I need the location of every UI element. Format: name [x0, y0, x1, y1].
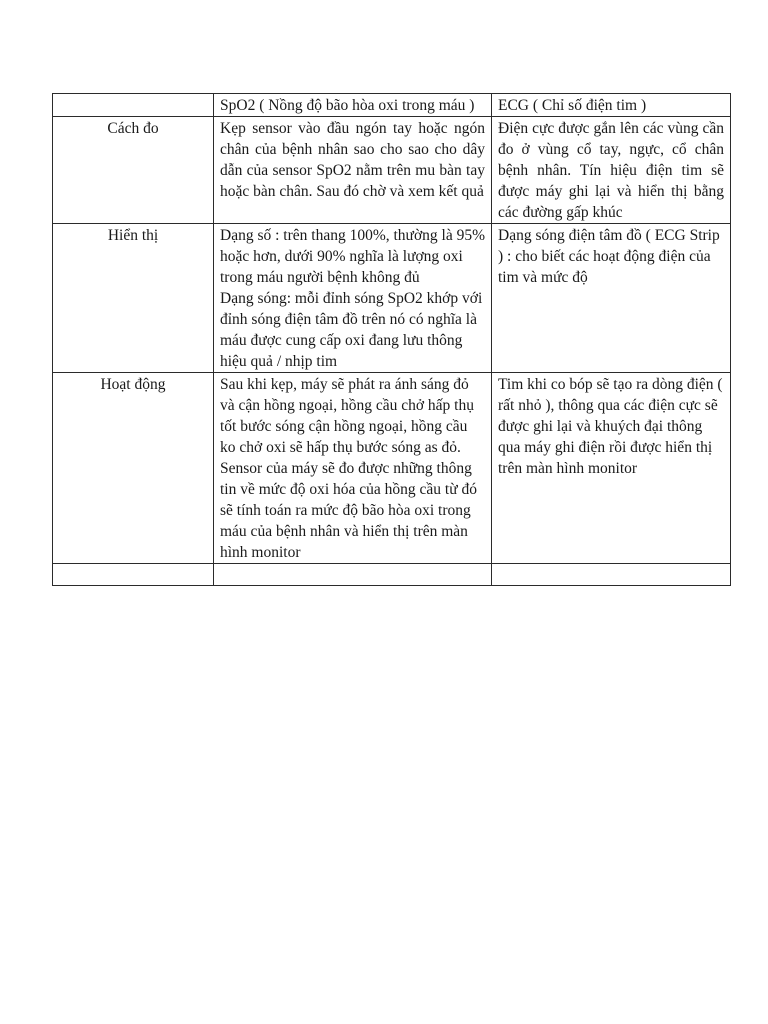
table-row-hoat-dong [53, 373, 731, 564]
cell-text: Tim khi co bóp sẽ tạo ra dòng điện ( rất nhỏ ), thông qua các điện cực sẽ được ghi lại và khuých đại thông qua máy ghi điện rồi được hiển thị trên màn hình monitor [498, 376, 723, 477]
row-label-hien-thi: Hiển thị [53, 224, 214, 373]
cell-text: Sau khi kẹp, máy sẽ phát ra ánh sáng đỏ và cận hồng ngoại, hồng cầu chở hấp thụ tốt bước sóng cận hồng ngoại, hồng cầu ko chở oxi sẽ hấp thụ bước sóng as đỏ. Sensor của máy sẽ đo được những thông tin về mức độ oxi hóa của hồng cầu từ đó sẽ tính toán ra mức độ bão hòa oxi trong máu của bệnh nhân và hiển thị trên màn hình monitor [220, 376, 477, 561]
table-row-empty [53, 564, 731, 586]
ecg-hoat-dong-cell [492, 373, 731, 564]
spo2-hoat-dong-cell [214, 373, 492, 564]
empty-cell [53, 564, 214, 586]
cell-text: Điện cực được gắn lên các vùng cần đo ở vùng cổ tay, ngực, cổ chân bệnh nhân. Tín hiệu điện tim sẽ được máy ghi lại và hiển thị bằng các đường gấp khúc [498, 120, 724, 221]
header-spo2-cell: SpO2 ( Nồng độ bão hòa oxi trong máu ) [214, 94, 492, 117]
table-row-hien-thi [53, 224, 731, 373]
empty-cell [492, 564, 731, 586]
comparison-table [52, 93, 731, 586]
empty-cell [214, 564, 492, 586]
cell-text: Kẹp sensor vào đầu ngón tay hoặc ngón chân của bệnh nhân sao cho sao cho dây dẫn của sensor SpO2 nằm trên mu bàn tay hoặc bàn chân. Sau đó chờ và xem kết quả [220, 120, 485, 200]
header-ecg-cell: ECG ( Chỉ số điện tim ) [492, 94, 731, 117]
spo2-hien-thi-cell [214, 224, 492, 373]
row-label-cach-do: Cách đo [53, 117, 214, 224]
cell-text: Dạng số : trên thang 100%, thường là 95% hoặc hơn, dưới 90% nghĩa là lượng oxi trong máu người bệnh không đủ [220, 227, 485, 286]
cell-text: Dạng sóng: mỗi đỉnh sóng SpO2 khớp với đỉnh sóng điện tâm đồ trên nó có nghĩa là máu được cung cấp oxi đang lưu thông hiệu quả / nhịp tim [220, 290, 483, 370]
table-header-row [53, 94, 731, 117]
spo2-cach-do-cell [214, 117, 492, 224]
header-blank-cell [53, 94, 214, 117]
table-row-cach-do [53, 117, 731, 224]
ecg-cach-do-cell [492, 117, 731, 224]
ecg-hien-thi-cell [492, 224, 731, 373]
cell-text: Dạng sóng điện tâm đồ ( ECG Strip ) : cho biết các hoạt động điện của tim và mức độ [498, 227, 720, 286]
row-label-hoat-dong: Hoạt động [53, 373, 214, 564]
